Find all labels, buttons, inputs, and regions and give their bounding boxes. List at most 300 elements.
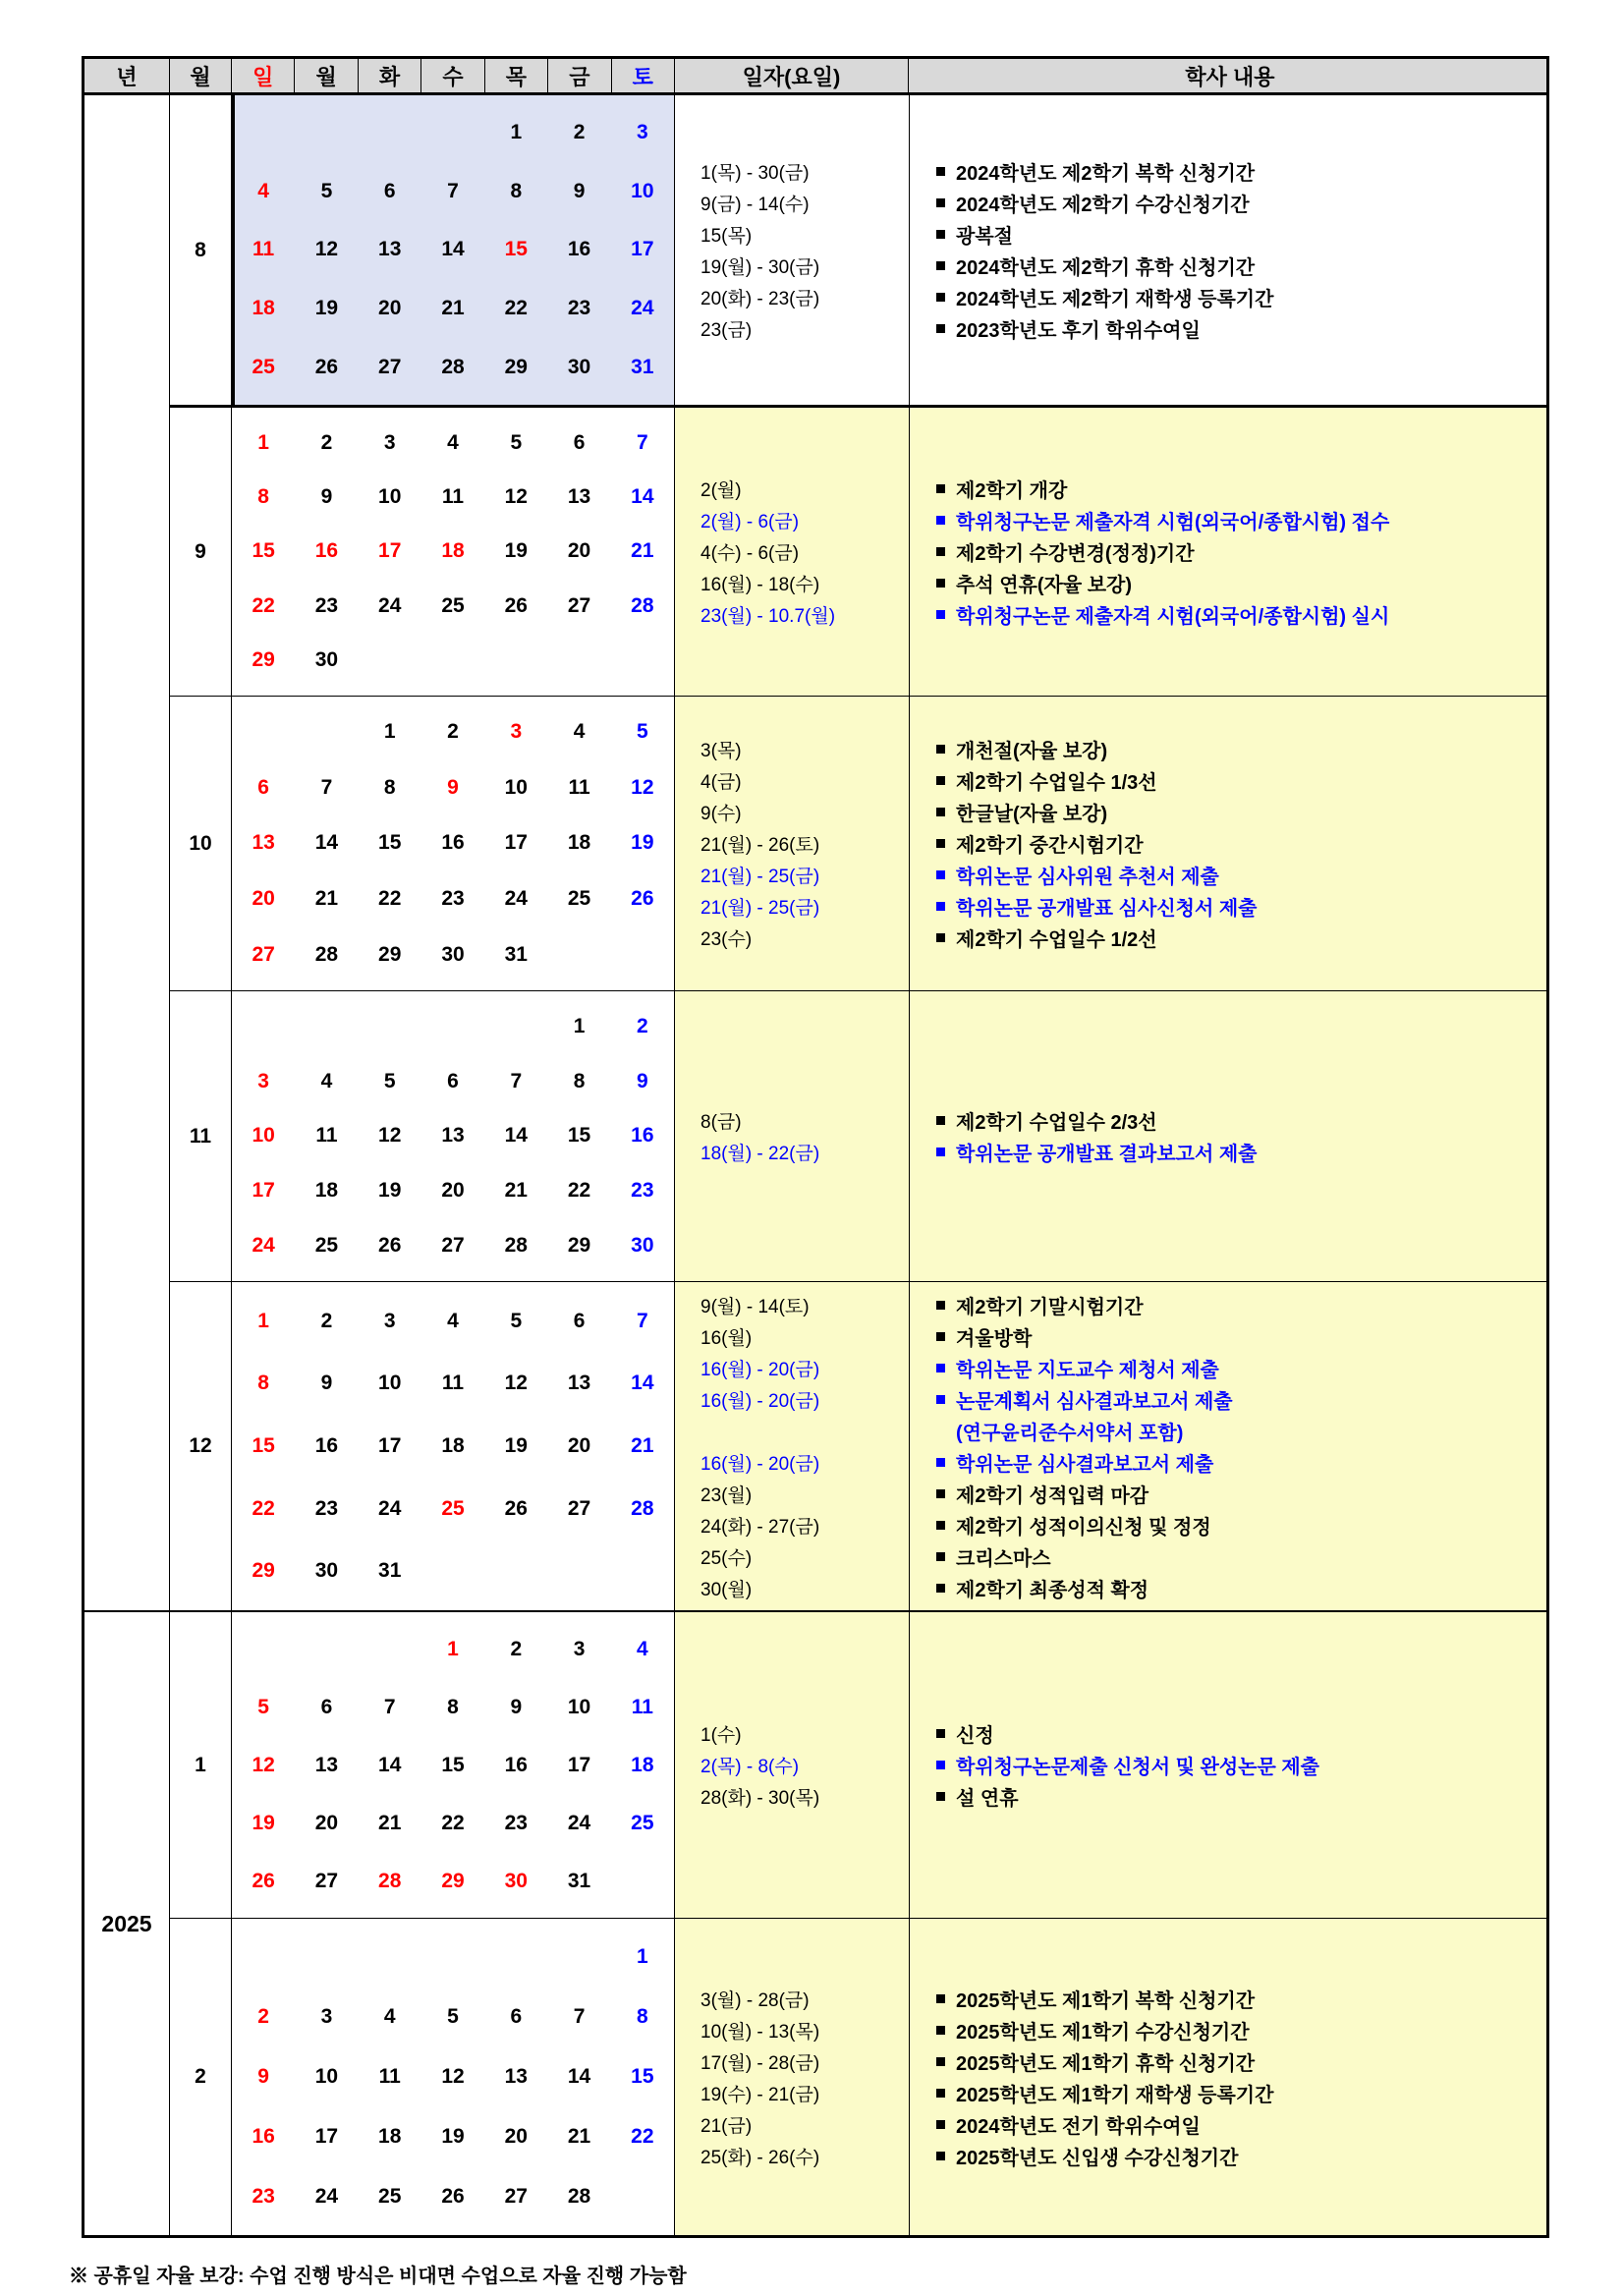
bullet-icon [936, 808, 945, 816]
day-cell [295, 1163, 358, 1218]
bullet-icon [936, 1116, 945, 1125]
event-row [675, 734, 1546, 765]
year-group-2025 [84, 1610, 1546, 2235]
day-cell [484, 525, 547, 579]
day-cell [359, 1109, 421, 1164]
day-cell [232, 1218, 295, 1273]
day-number: 12 [252, 1753, 275, 1776]
event-text [909, 1574, 1546, 1602]
day-number: 11 [568, 775, 590, 799]
day-number: 11 [441, 485, 465, 509]
event-date: 16(월) - 18(수) [700, 575, 820, 595]
day-cell [232, 1927, 295, 1987]
day-number: 22 [567, 1179, 591, 1203]
day-cell [611, 1736, 674, 1794]
day-cell [359, 1478, 421, 1540]
event-date: 8(금) [700, 1112, 742, 1133]
day-number: 5 [257, 1695, 269, 1718]
day-number: 7 [510, 1069, 523, 1092]
day-number: 2 [320, 1309, 333, 1332]
day-cell [295, 2167, 358, 2227]
day-cell [359, 1794, 421, 1852]
day-number: 25 [314, 1234, 339, 1258]
day-cell [611, 2167, 674, 2227]
day-cell [547, 1415, 610, 1478]
day-number: 28 [504, 1234, 528, 1258]
day-cell [547, 279, 610, 338]
day-number: 16 [252, 2125, 275, 2149]
day-cell [547, 1540, 610, 1602]
event-text [909, 1322, 1546, 1351]
event-date: 15(목) [700, 226, 753, 247]
event-row [675, 828, 1546, 860]
event-date: 24(화) - 27(금) [700, 1516, 820, 1538]
event-label: 제2학기 수업일수 1/2선 [956, 929, 1157, 951]
day-cell [421, 1987, 484, 2046]
day-number: 23 [504, 1811, 528, 1834]
table-body [84, 95, 1546, 2235]
day-cell [484, 416, 547, 470]
day-number: 17 [314, 2125, 339, 2149]
day-cell [547, 2046, 610, 2106]
bullet-icon [936, 1364, 945, 1372]
event-row [675, 1352, 1546, 1383]
day-cell [295, 221, 358, 280]
day-number: 20 [441, 1179, 465, 1203]
day-cell [611, 871, 674, 927]
day-number: 3 [383, 430, 396, 454]
day-number: 18 [441, 1433, 465, 1457]
event-text [909, 1511, 1546, 1540]
day-number: 28 [378, 1869, 402, 1892]
day-cell [421, 525, 484, 579]
day-number: 10 [378, 485, 402, 509]
day-number: 24 [567, 1811, 591, 1834]
year-label: 2025 [84, 1612, 170, 2235]
day-number: 1 [510, 120, 523, 143]
day-cell [484, 1415, 547, 1478]
day-number: 27 [378, 356, 402, 379]
event-text [909, 475, 1546, 503]
day-cell [359, 871, 421, 927]
day-number: 5 [510, 430, 523, 454]
day-number: 18 [314, 1179, 339, 1203]
day-number: 23 [567, 297, 591, 320]
day-number: 19 [378, 1179, 402, 1203]
day-cell [295, 279, 358, 338]
day-number: 14 [314, 831, 339, 855]
event-label: 제2학기 수업일수 1/3선 [956, 772, 1157, 794]
event-text [909, 861, 1546, 889]
day-number: 21 [314, 887, 339, 911]
day-cell [611, 1415, 674, 1478]
day-number: 22 [252, 1496, 275, 1520]
day-number: 1 [637, 1944, 648, 1968]
day-cell [421, 634, 484, 688]
day-cell [232, 1109, 295, 1164]
day-number: 6 [447, 1069, 459, 1092]
day-number: 9 [510, 1695, 523, 1718]
month-label: 11 [170, 991, 232, 1281]
event-row [675, 1983, 1546, 2014]
day-number: 29 [252, 648, 275, 672]
day-number: 31 [504, 942, 528, 966]
day-number: 28 [631, 593, 654, 617]
day-cell [484, 1852, 547, 1910]
event-label: 한글날(자율 보강) [956, 804, 1108, 825]
day-number: 16 [441, 831, 465, 855]
day-number: 2 [447, 720, 459, 744]
day-number: 11 [252, 238, 275, 261]
day-cell [547, 1678, 610, 1736]
event-text [909, 157, 1546, 186]
event-row [675, 1289, 1546, 1320]
event-row [675, 1540, 1546, 1572]
day-number: 7 [383, 1695, 396, 1718]
day-cell [359, 579, 421, 633]
month-section-12 [170, 1282, 1546, 1610]
events-area [675, 95, 1546, 405]
event-text [909, 1542, 1546, 1571]
day-cell [547, 1987, 610, 2046]
month-label: 1 [170, 1612, 232, 1918]
day-cell [611, 634, 674, 688]
day-cell [611, 1927, 674, 1987]
event-label: 추석 연휴(자율 보강) [956, 575, 1132, 596]
day-number: 26 [504, 593, 528, 617]
event-row [675, 1105, 1546, 1137]
day-cell [611, 815, 674, 871]
day-number: 27 [314, 1869, 339, 1892]
event-label: 2025학년도 제1학기 재학생 등록기간 [956, 2084, 1274, 2106]
event-row [675, 156, 1546, 188]
day-cell [484, 926, 547, 982]
day-cell [547, 1620, 610, 1678]
event-date: 25(수) [700, 1547, 753, 1569]
event-label: 겨울방학 [956, 1327, 1033, 1350]
event-date: 1(수) [700, 1725, 742, 1746]
event-date: 3(목) [700, 741, 742, 761]
event-label: 제2학기 수업일수 2/3선 [956, 1112, 1157, 1134]
event-text [909, 1106, 1546, 1135]
day-cell [295, 1852, 358, 1910]
bullet-icon [936, 776, 945, 785]
day-cell [232, 2167, 295, 2227]
bullet-icon [936, 902, 945, 911]
month-label: 8 [170, 95, 232, 405]
event-date: 9(금) - 14(수) [700, 195, 810, 215]
day-number: 1 [383, 720, 396, 744]
day-cell [232, 1540, 295, 1602]
day-cell [359, 1415, 421, 1478]
day-cell [359, 1054, 421, 1109]
event-date: 16(월) - 20(금) [700, 1390, 820, 1412]
event-date: 4(금) [700, 772, 742, 793]
day-grid [232, 1612, 675, 1918]
day-number: 4 [447, 430, 459, 454]
day-number: 4 [447, 1309, 459, 1332]
event-text [909, 829, 1546, 858]
day-cell [359, 815, 421, 871]
day-cell [359, 1736, 421, 1794]
day-number: 9 [320, 485, 333, 509]
day-number: 13 [252, 831, 275, 855]
day-number: 6 [510, 2004, 523, 2028]
table-header-row [84, 59, 1546, 95]
day-cell [484, 1218, 547, 1273]
day-number: 22 [252, 593, 275, 617]
day-cell [611, 221, 674, 280]
day-cell [547, 1852, 610, 1910]
day-cell [232, 1478, 295, 1540]
day-number: 27 [441, 1234, 465, 1258]
day-cell [547, 1163, 610, 1218]
event-text [909, 1985, 1546, 2013]
bullet-icon [936, 261, 945, 270]
day-cell [611, 103, 674, 162]
day-cell [547, 704, 610, 760]
event-text [909, 1719, 1546, 1748]
day-cell [232, 1415, 295, 1478]
day-cell [232, 1620, 295, 1678]
day-number: 23 [314, 593, 339, 617]
event-text [909, 798, 1546, 826]
day-number: 10 [314, 2064, 339, 2088]
day-number: 30 [567, 356, 591, 379]
day-cell [484, 1290, 547, 1353]
bullet-icon [936, 1729, 945, 1738]
day-cell [484, 1163, 547, 1218]
day-number: 10 [504, 775, 528, 799]
day-number: 24 [378, 1496, 402, 1520]
day-cell [611, 279, 674, 338]
event-row [675, 536, 1546, 568]
event-row [675, 1137, 1546, 1168]
day-number: 11 [441, 1372, 465, 1395]
day-cell [611, 1678, 674, 1736]
day-cell [232, 1852, 295, 1910]
event-text [909, 892, 1546, 921]
day-number: 1 [257, 430, 269, 454]
day-number: 26 [378, 1234, 402, 1258]
day-cell [611, 338, 674, 397]
month-section-2 [170, 1919, 1546, 2235]
day-cell [547, 926, 610, 982]
day-cell [295, 704, 358, 760]
day-cell [611, 1540, 674, 1602]
day-number: 21 [631, 539, 654, 563]
day-cell [484, 1794, 547, 1852]
day-cell [359, 525, 421, 579]
day-number: 25 [441, 1496, 465, 1520]
event-label: 2024학년도 제2학기 재학생 등록기간 [956, 289, 1274, 310]
day-grid [232, 1919, 675, 2235]
event-date: 19(월) - 30(금) [700, 257, 820, 278]
day-cell [359, 338, 421, 397]
day-number: 27 [567, 593, 591, 617]
bullet-icon [936, 2026, 945, 2035]
day-cell [547, 2167, 610, 2227]
day-cell [484, 103, 547, 162]
event-label: (연구윤리준수서약서 포함) [956, 1422, 1184, 1444]
day-number: 10 [252, 1124, 275, 1148]
day-number: 10 [378, 1372, 402, 1395]
event-date: 21(월) - 25(금) [700, 898, 820, 919]
event-date: 9(월) - 14(토) [700, 1296, 810, 1317]
day-cell [295, 1218, 358, 1273]
event-row [675, 313, 1546, 345]
day-cell [232, 760, 295, 816]
day-number: 31 [567, 1869, 591, 1892]
day-cell [484, 999, 547, 1054]
day-cell [295, 1927, 358, 1987]
day-cell [295, 1540, 358, 1602]
event-text [909, 2079, 1546, 2107]
event-label: 2024학년도 제2학기 수강신청기간 [956, 195, 1250, 216]
event-date: 2(월) [700, 480, 742, 501]
day-number: 24 [314, 2185, 339, 2209]
event-text [909, 735, 1546, 763]
day-cell [421, 1678, 484, 1736]
event-label: 2025학년도 제1학기 복학 신청기간 [956, 1989, 1256, 2012]
day-number: 20 [504, 2125, 528, 2149]
day-cell [232, 162, 295, 221]
bullet-icon [936, 2120, 945, 2129]
event-text [909, 1782, 1546, 1811]
day-number: 23 [252, 2185, 275, 2209]
header-day-tue: 화 [359, 59, 421, 92]
day-cell [611, 470, 674, 524]
day-cell [232, 470, 295, 524]
event-date: 21(월) - 25(금) [700, 867, 820, 887]
day-number: 30 [504, 1869, 528, 1892]
bullet-icon [936, 324, 945, 333]
day-number: 31 [378, 1559, 402, 1583]
event-text [909, 1417, 1546, 1445]
bullet-icon [936, 516, 945, 525]
day-cell [611, 525, 674, 579]
day-number: 4 [257, 179, 269, 202]
day-cell [295, 760, 358, 816]
month-label: 12 [170, 1282, 232, 1610]
day-number: 17 [252, 1179, 275, 1203]
day-cell [295, 926, 358, 982]
day-number: 12 [504, 485, 528, 509]
day-number: 22 [441, 1811, 465, 1834]
day-number: 30 [314, 648, 339, 672]
day-cell [484, 1678, 547, 1736]
day-cell [547, 525, 610, 579]
day-cell [421, 1054, 484, 1109]
day-number: 8 [257, 485, 269, 509]
day-grid [232, 991, 675, 1281]
bullet-icon [936, 933, 945, 942]
day-number: 20 [567, 539, 591, 563]
day-grid [232, 408, 675, 696]
event-date: 20(화) - 23(금) [700, 289, 820, 309]
day-cell [547, 760, 610, 816]
day-cell [359, 416, 421, 470]
day-cell [359, 1353, 421, 1416]
event-row [675, 2077, 1546, 2108]
day-number: 3 [383, 1309, 396, 1332]
event-text [909, 1448, 1546, 1477]
day-cell [295, 338, 358, 397]
event-text [909, 314, 1546, 343]
day-number: 13 [567, 1372, 591, 1395]
header-day-wed: 수 [421, 59, 484, 92]
day-cell [232, 103, 295, 162]
day-cell [295, 634, 358, 688]
bullet-icon [936, 1994, 945, 2003]
event-label: 학위청구논문제출 신청서 및 완성논문 제출 [956, 1757, 1319, 1778]
day-cell [359, 2167, 421, 2227]
day-cell [484, 634, 547, 688]
event-date: 16(월) - 20(금) [700, 1453, 820, 1475]
day-number: 26 [252, 1869, 275, 1892]
event-row [675, 188, 1546, 219]
event-label: 학위논문 심사위원 추천서 제출 [956, 867, 1219, 888]
day-cell [547, 2107, 610, 2167]
day-cell [421, 1290, 484, 1353]
day-number: 3 [573, 1637, 586, 1660]
day-number: 24 [378, 593, 402, 617]
day-cell [295, 1353, 358, 1416]
day-cell [359, 1620, 421, 1678]
day-cell [232, 1054, 295, 1109]
day-cell [295, 1794, 358, 1852]
day-number: 11 [631, 1695, 653, 1718]
day-number: 14 [378, 1753, 402, 1776]
event-date: 21(금) [700, 2115, 753, 2137]
day-cell [359, 1987, 421, 2046]
event-text [909, 2142, 1546, 2170]
day-number: 2 [257, 2004, 269, 2028]
day-number: 14 [441, 238, 465, 261]
event-date: 21(월) - 26(토) [700, 835, 820, 856]
day-cell [295, 1478, 358, 1540]
event-label: 제2학기 개강 [956, 480, 1068, 502]
day-cell [232, 704, 295, 760]
event-row [675, 1781, 1546, 1813]
day-cell [484, 2046, 547, 2106]
event-date: 23(월) [700, 1484, 753, 1506]
event-text [909, 569, 1546, 597]
bullet-icon [936, 1521, 945, 1530]
event-row [675, 923, 1546, 954]
day-cell [295, 162, 358, 221]
day-cell [484, 221, 547, 280]
day-cell [484, 2107, 547, 2167]
bullet-icon [936, 484, 945, 493]
day-cell [232, 2107, 295, 2167]
day-number: 21 [631, 1433, 654, 1457]
event-label: 설 연휴 [956, 1788, 1019, 1810]
day-cell [547, 338, 610, 397]
day-cell [359, 999, 421, 1054]
day-cell [421, 221, 484, 280]
events-area [675, 408, 1546, 696]
bullet-icon [936, 1552, 945, 1561]
day-cell [611, 1794, 674, 1852]
day-number: 20 [567, 1433, 591, 1457]
day-number: 19 [314, 297, 339, 320]
month-label: 2 [170, 1919, 232, 2235]
day-cell [484, 2167, 547, 2227]
day-number: 15 [378, 831, 402, 855]
day-cell [484, 871, 547, 927]
day-cell [232, 2046, 295, 2106]
